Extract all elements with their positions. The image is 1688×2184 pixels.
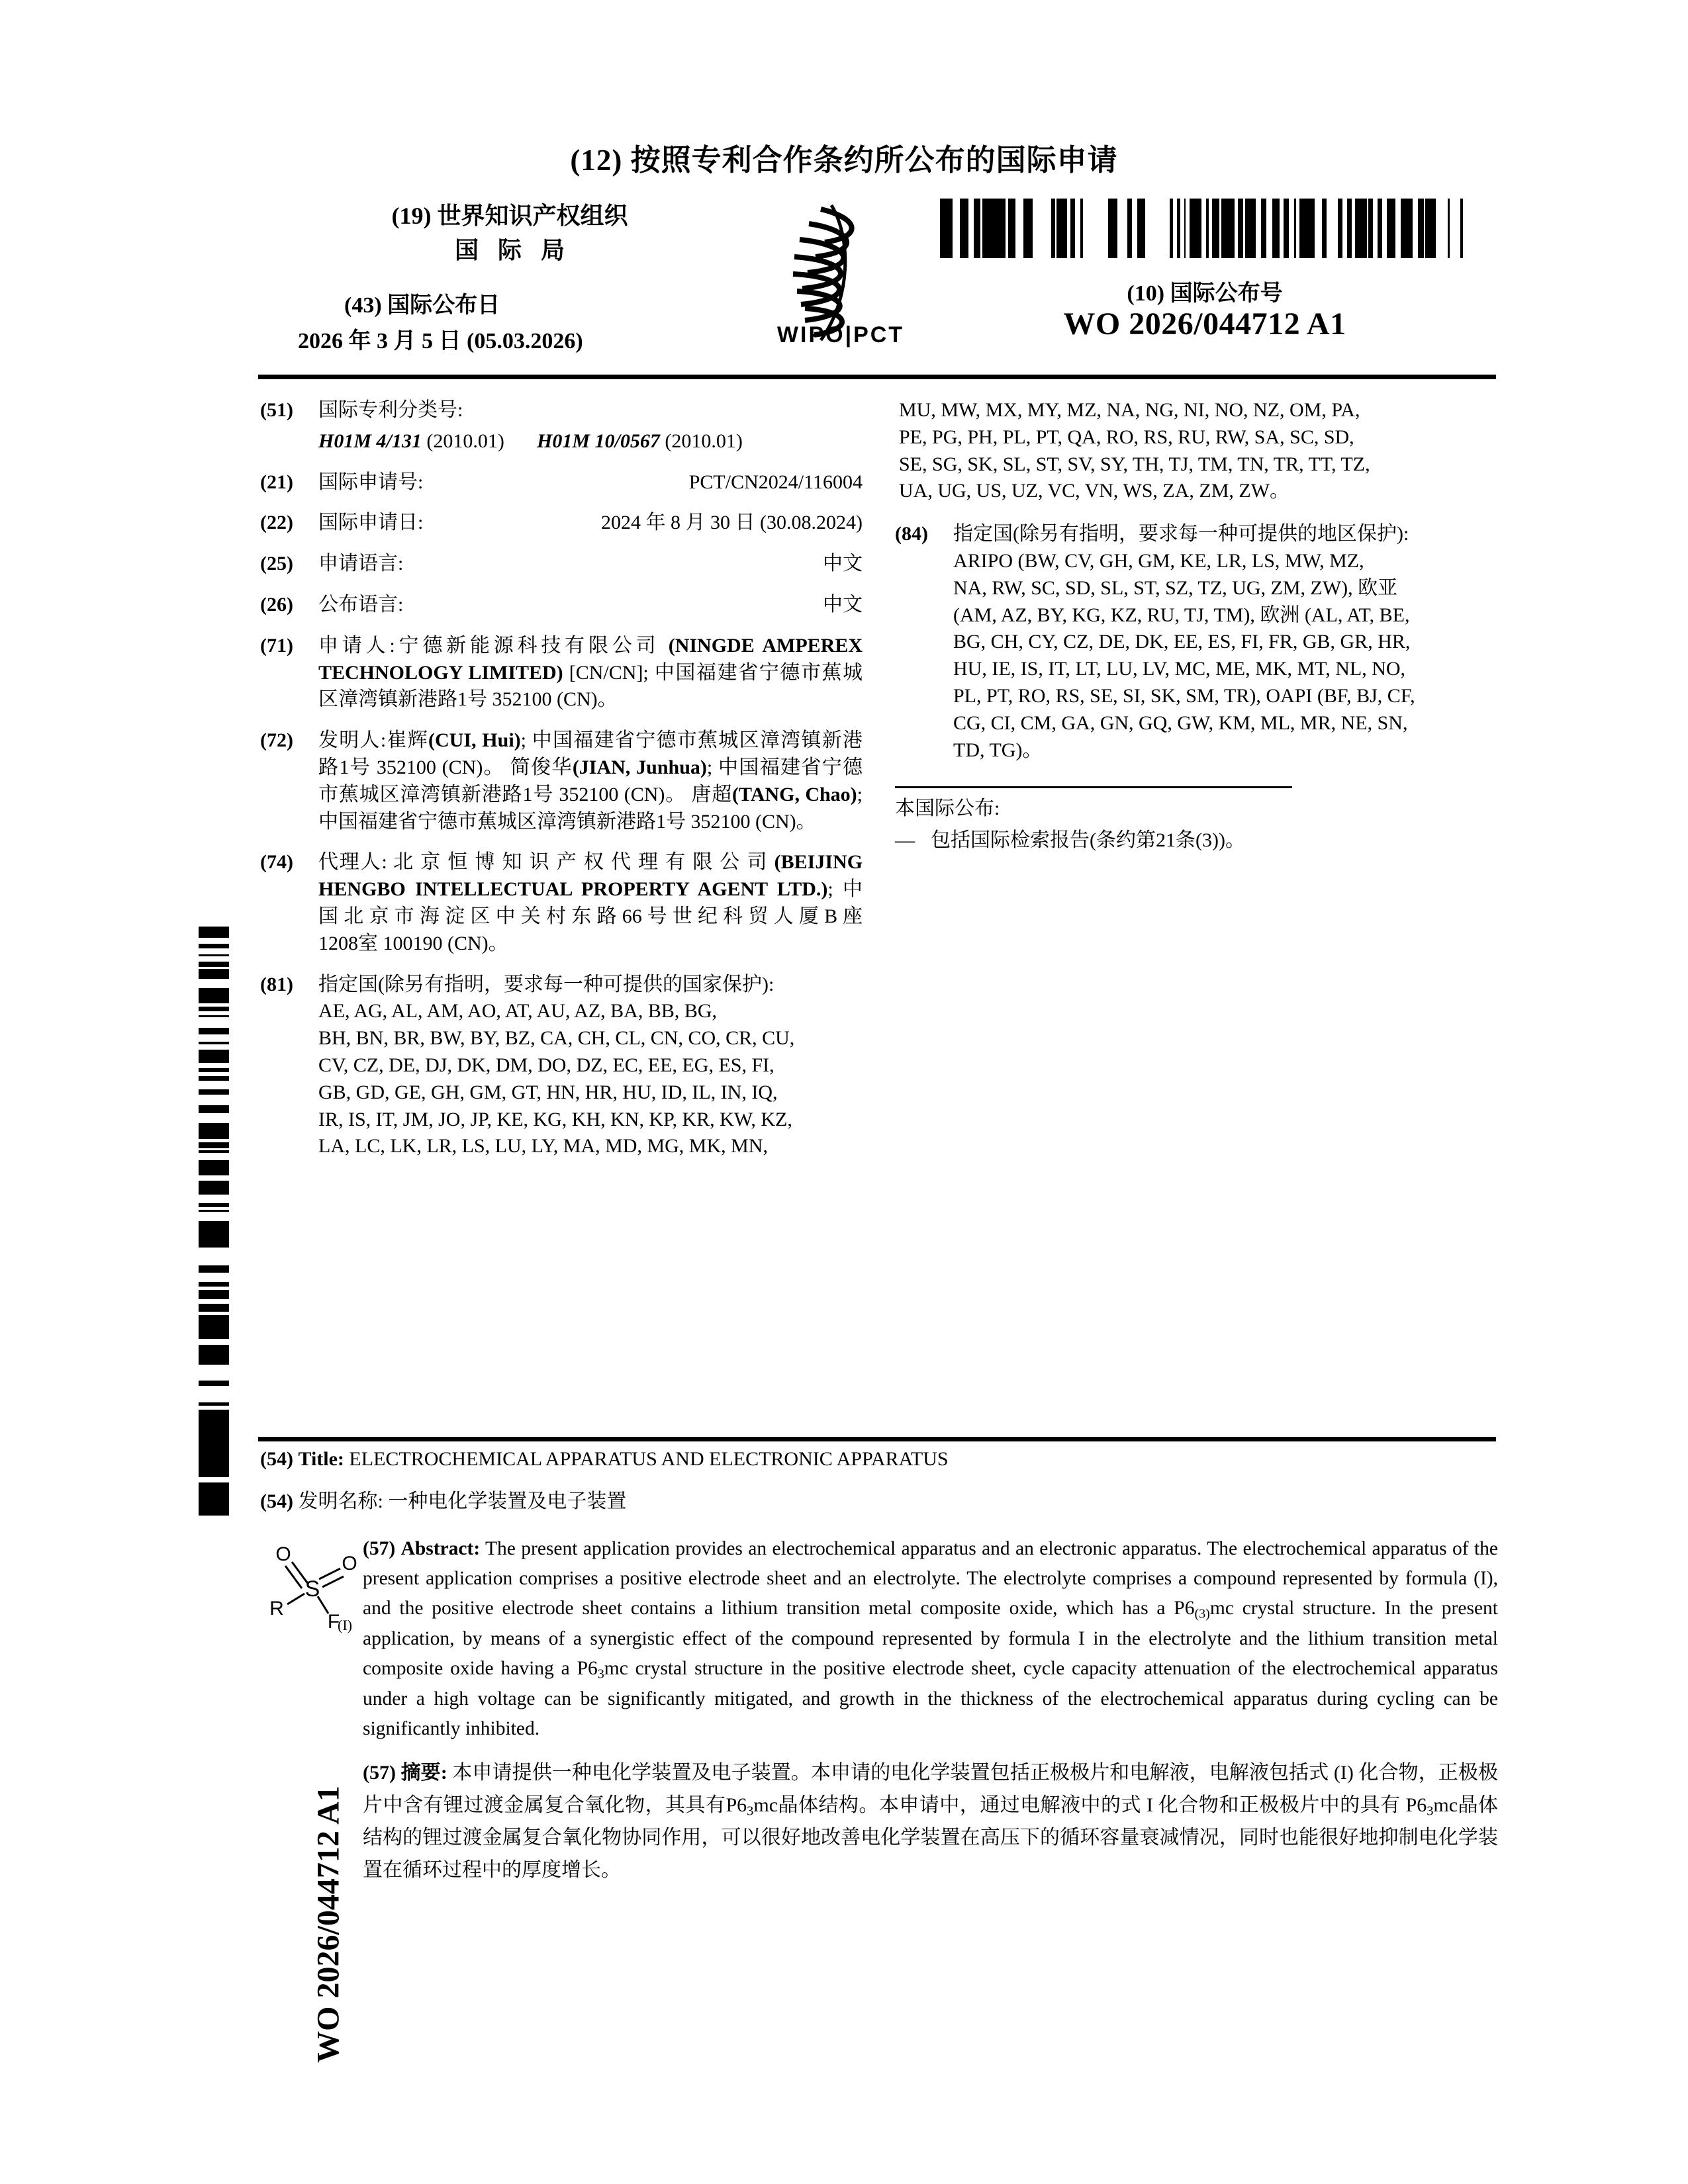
publication-barcode [940, 199, 1470, 258]
abstract-en-part3: mc crystal structure in the positive electrode sheet, cycle capacity attenuation of the electrochemical apparatus under a high voltage can be significantly mitigated, and growth in the thickness of the electrochemical apparatus during cycling can be significantly inhibited. [363, 1657, 1498, 1739]
appnum-label: 国际申请号: [318, 471, 424, 493]
field-filing-language [260, 551, 863, 578]
formula-i-label: (I) [338, 1617, 352, 1633]
designated-states-body [318, 972, 863, 1161]
designated-states-line-5: LA, LC, LK, LR, LS, LU, LY, MA, MD, MG, MK, MN, [318, 1135, 768, 1158]
org-name-line2: 国 际 局 [454, 237, 571, 264]
regional-line-1: NA, RW, SC, SD, SL, ST, SZ, TZ, UG, ZM, ZW), 欧亚 [953, 576, 1398, 599]
abstract-cn-label: 摘要: [400, 1762, 447, 1784]
side-publication-barcode [199, 927, 229, 1516]
applicant-label: 申请人: [318, 634, 395, 657]
applicant-body [318, 633, 863, 713]
field-ipc [260, 397, 863, 455]
appdate-code: (22) [260, 512, 293, 534]
abstract-en-label: Abstract: [400, 1538, 481, 1559]
filing-lang-code: (25) [260, 553, 293, 575]
field-designated-states [260, 972, 863, 1161]
title-cn-value: 一种电化学装置及电子装置 [388, 1490, 627, 1512]
publication-note-divider [895, 786, 1292, 788]
svg-text:R: R [269, 1598, 284, 1619]
appnum-code: (21) [260, 471, 293, 493]
filing-lang-label: 申请语言: [318, 553, 404, 575]
ipc-class-b-version: (2010.01) [665, 430, 743, 452]
regional-line-3: BG, CH, CY, CZ, DE, DK, EE, ES, FI, FR, GB, GR, HR, [953, 631, 1411, 653]
pubdate-label-row [298, 290, 722, 322]
abstract-cn-part3: mc晶体结构的锂过渡金属复合氧化物协同作用，可以很好地改善电化学装置在高压下的循环容量衰减情况，同时也能很好地抑制电化学装置在循环过程中的厚度增长。 [363, 1794, 1499, 1881]
publication-note-item [895, 827, 1497, 854]
appnum-value: PCT/CN2024/116004 [688, 471, 863, 493]
kind-title: 按照专利合作条约所公布的国际申请 [630, 144, 1118, 177]
regional-body [953, 521, 1497, 764]
org-code: (19) [391, 203, 432, 229]
agent-body [318, 849, 863, 957]
pub-lang-value: 中文 [823, 593, 863, 615]
agent-address: ; 中 国 北 京 市 海 淀 区 中 关 村 东 路 66 号 世 纪 科 贸 人 厦 B 座 1208室 100190 (CN)。 [318, 878, 863, 954]
abstract-chinese [363, 1757, 1498, 1887]
title-en-code: (54) [260, 1448, 293, 1470]
abstract-english [363, 1534, 1498, 1743]
regional-line-6: CG, CI, CM, GA, GN, GQ, GW, KM, ML, MR, NE, SN, [953, 711, 1408, 734]
field-application-number [260, 469, 863, 496]
header-divider [258, 375, 1496, 379]
ipc-class-a [318, 428, 537, 455]
designated-states-label: 指定国(除另有指明，要求每一种可提供的国家保护): [318, 973, 774, 995]
filing-lang-value: 中文 [823, 553, 863, 575]
svg-text:O: O [275, 1543, 291, 1565]
regional-line-4: HU, IE, IS, IT, LT, LU, LV, MC, ME, MK, MT, NL, NO, [953, 658, 1406, 680]
svg-text:S: S [305, 1576, 320, 1602]
title-chinese-row [260, 1484, 1498, 1514]
inventor-0-name-en: (CUI, Hui) [428, 729, 521, 752]
publication-note-heading: 本国际公布: [895, 797, 1000, 820]
agent-label: 代理人: [318, 851, 387, 874]
wipo-organization-block [305, 199, 715, 267]
regional-line-2: (AM, AZ, BY, KG, KZ, RU, TJ, TM), 欧洲 (AL, AT, BE, [953, 604, 1410, 626]
abstract-cn-part1: 本申请提供一种电化学装置及电子装置。本申请的电化学装置包括正极极片和电解液，电解液包括式 (I) 化合物，正极极片中含有锂过渡金属复合氧化物，其具有P6 [363, 1762, 1498, 1816]
bibliographic-left-column [260, 397, 863, 1174]
inventor-2-name-cn: 唐超 [691, 783, 733, 805]
inventors-label: 发明人: [318, 729, 387, 752]
designated-states-cont-line-2: SE, SG, SK, SL, ST, SV, SY, TH, TJ, TM, TN, TR, TT, TZ, [899, 453, 1370, 475]
appdate-value: 2024 年 8 月 30 日 (30.08.2024) [601, 512, 863, 534]
org-name-line1: (19) 世界知识产权组织 [391, 203, 628, 229]
field-regional-protection [895, 521, 1497, 764]
abstract-cn-sub2: 3 [1427, 1803, 1434, 1819]
agent-name-en: (BEIJING HENGBO INTELLECTUAL PROPERTY AGENT LTD.) [318, 851, 863, 901]
svg-text:F: F [327, 1611, 340, 1633]
inventor-1-address: ; 中国福建省宁德市蕉城区漳湾镇新港路1号 352100 (CN)。 [318, 756, 863, 805]
publication-number-label-row [940, 275, 1470, 307]
ipc-code: (51) [260, 399, 293, 421]
title-divider [258, 1437, 1496, 1441]
abstract-en-sub1: (3) [1194, 1606, 1210, 1621]
appdate-label: 国际申请日: [318, 512, 424, 534]
publication-note-dash: — [895, 829, 915, 852]
svg-text:O: O [342, 1553, 357, 1574]
designated-states-code: (81) [260, 973, 293, 995]
inventor-0-address: ; 中国福建省宁德市蕉城区漳湾镇新港路1号 352100 (CN)。 [318, 729, 863, 778]
abstract-en-part1: The present application provides an electrochemical apparatus and an electronic apparatus. The electrochemical apparatus of the present application comprises a positive electrode sheet and an electrolyte. The electrolyte comprises a compound represented by formula (I), and the positive electrode sheet contains a lithium transition metal composite oxide, which has a P6 [363, 1538, 1499, 1619]
designated-states-line-0: AE, AG, AL, AM, AO, AT, AU, AZ, BA, BB, BG, [318, 1000, 718, 1023]
designated-states-continued [899, 397, 1497, 505]
regional-line-7: TD, TG)。 [953, 739, 1043, 761]
publication-date-block [298, 290, 722, 357]
pubnum-label: 国际公布号 [1170, 281, 1283, 306]
regional-code: (84) [895, 523, 928, 545]
inventors-code: (72) [260, 729, 293, 752]
title-en-value: ELECTROCHEMICAL APPARATUS AND ELECTRONIC APPARATUS [349, 1448, 949, 1470]
inventor-2-name-en: (TANG, Chao) [732, 783, 857, 805]
applicant-code: (71) [260, 634, 293, 657]
title-english-row [260, 1448, 1498, 1471]
field-inventors [260, 727, 863, 835]
abstract-en-part2: mc crystal structure. In the present application, by means of a synergistic effect of the compound represented by formula I in the electrolyte and the lithium transition metal composite oxide having a P6 [363, 1597, 1498, 1679]
designated-states-cont-line-0: MU, MW, MX, MY, MZ, NA, NG, NI, NO, NZ, OM, PA, [899, 399, 1360, 421]
abstract-en-code: (57) [363, 1538, 396, 1559]
abstract-cn-sub1: 3 [747, 1803, 754, 1819]
regional-line-5: PL, PT, RO, RS, SE, SI, SK, SM, TR), OAPI (BF, BJ, CF, [953, 684, 1415, 707]
wipo-pct-wordmark: WIPO|PCT [776, 322, 905, 347]
publication-kind-heading [0, 136, 1688, 179]
regional-label: 指定国(除另有指明，要求每一种可提供的地区保护): [953, 523, 1409, 545]
publication-note-text: 包括国际检索报告(条约第21条(3))。 [931, 829, 1245, 852]
ipc-class-b-symbol: H01M 10/0567 [537, 430, 660, 452]
ipc-class-b [537, 428, 743, 455]
designated-states-cont-line-1: PE, PG, PH, PL, PT, QA, RO, RS, RU, RW, SA, SC, SD, [899, 426, 1354, 448]
inventors-body [318, 727, 863, 835]
applicant-address: 中国福建省宁德市蕉城区漳湾镇新港路1号 352100 (CN)。 [318, 661, 863, 711]
applicant-nationality: [CN/CN]; [569, 661, 649, 684]
applicant-name-cn: 宁德新能源科技有限公司 [395, 634, 660, 657]
field-publication-language [260, 592, 863, 619]
field-agent [260, 849, 863, 957]
field-applicant [260, 633, 863, 713]
designated-states-line-3: GB, GD, GE, GH, GM, GT, HN, HR, HU, ID, IL, IN, IQ, [318, 1081, 778, 1103]
title-cn-label: 发明名称: [298, 1490, 383, 1512]
kind-code: (12) [570, 144, 623, 177]
pub-lang-label: 公布语言: [318, 593, 404, 615]
ipc-classes [318, 428, 863, 455]
abstract-cn-code: (57) [363, 1762, 396, 1784]
pub-lang-code: (26) [260, 593, 293, 615]
ipc-class-a-version: (2010.01) [426, 430, 504, 452]
designated-states-line-2: CV, CZ, DE, DJ, DK, DM, DO, DZ, EC, EE, EG, ES, FI, [318, 1054, 774, 1076]
inventor-2-address: ; 中国福建省宁德市蕉城区漳湾镇新港路1号 352100 (CN)。 [318, 783, 863, 833]
pubdate-code: (43) [344, 293, 382, 318]
inventor-1-name-cn: 简俊华 [510, 756, 573, 778]
field-filing-date [260, 510, 863, 537]
ipc-class-a-symbol: H01M 4/131 [318, 430, 422, 452]
abstract-en-sub2: 3 [597, 1666, 604, 1682]
title-cn-code: (54) [260, 1490, 293, 1512]
regional-line-0: ARIPO (BW, CV, GH, GM, KE, LR, LS, MW, MZ, [953, 549, 1364, 572]
pubnum-code: (10) [1127, 281, 1165, 306]
side-publication-number: WO 2026/044712 A1 [310, 1786, 346, 2063]
inventor-1-name-en: (JIAN, Junhua) [572, 756, 707, 778]
pubdate-value: 2026 年 3 月 5 日 (05.03.2026) [298, 328, 583, 353]
publication-number-value: WO 2026/044712 A1 [1063, 306, 1346, 341]
publication-note [895, 786, 1497, 854]
ipc-label: 国际专利分类号: [318, 399, 463, 421]
agent-name-cn: 北 京 恒 博 知 识 产 权 代 理 有 限 公 司 [393, 851, 769, 874]
title-en-label: Title: [298, 1448, 344, 1470]
inventor-0-name-cn: 崔辉 [386, 729, 429, 752]
abstract-cn-part2: mc晶体结构。本申请中，通过电解液中的式 I 化合物和正极极片中的具有 P6 [753, 1794, 1427, 1816]
agent-code: (74) [260, 851, 293, 874]
bibliographic-right-column [895, 397, 1497, 854]
pubdate-label: 国际公布日 [387, 293, 500, 318]
designated-states-line-1: BH, BN, BR, BW, BY, BZ, CA, CH, CL, CN, CO, CR, CU, [318, 1027, 795, 1050]
designated-states-cont-line-3: UA, UG, US, UZ, VC, VN, WS, ZA, ZM, ZW。 [899, 480, 1290, 502]
applicant-name-en: (NINGDE AMPEREX TECHNOLOGY LIMITED) [318, 634, 863, 684]
designated-states-line-4: IR, IS, IT, JM, JO, JP, KE, KG, KH, KN, KP, KR, KW, KZ, [318, 1108, 792, 1130]
